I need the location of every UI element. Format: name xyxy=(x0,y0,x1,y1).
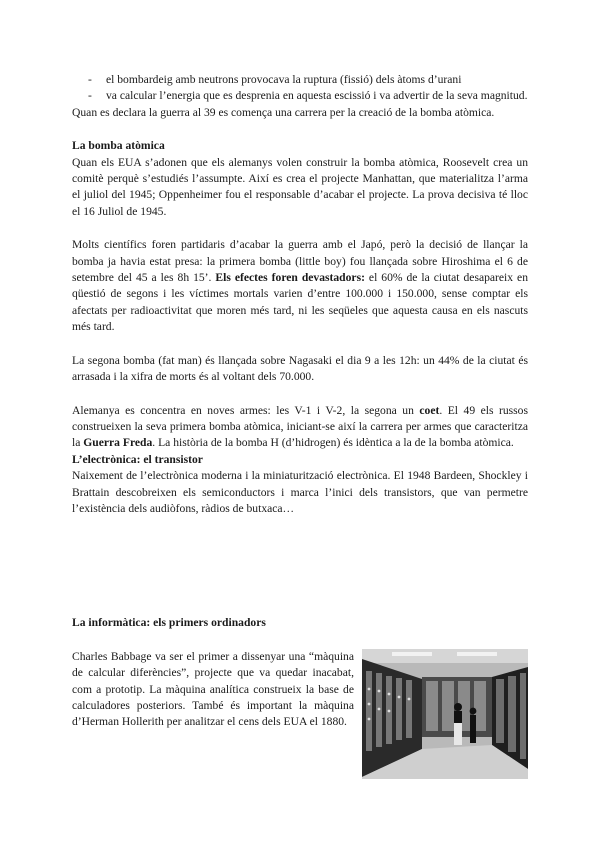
bullet-list xyxy=(72,72,528,105)
bold-guerra-freda: Guerra Freda xyxy=(83,436,153,450)
bullet-marker: - xyxy=(88,73,92,86)
heading-informatica: La informàtica: els primers ordinadors xyxy=(72,616,266,630)
heading-electronica: L’electrònica: el transistor xyxy=(72,452,203,466)
eniac-illustration xyxy=(362,649,528,779)
intro-paragraph: Quan es declara la guerra al 39 es comença una carrera per la creació de la bomba atòmica. xyxy=(72,105,495,119)
heading-bomba-atomica: La bomba atòmica xyxy=(72,139,165,153)
bullet-text: el bombardeig amb neutrons provocava la ruptura (fissió) dels àtoms d’urani xyxy=(106,73,462,86)
paragraph-babbage: Charles Babbage va ser el primer a dissenyar una “màquina de calcular diferències”, projecte que va quedar inacabat, com a prototip. La màquina analítica construeix la base de calculadores posteriors. També és important la màquina d’Herman Hollerith per analitzar el cens dels EUA el 1880. xyxy=(72,649,354,729)
paragraph-nagasaki: La segona bomba (fat man) és llançada sobre Nagasaki el dia 9 a les 12h: un 44% de la ciutat és arrasada i la xifra de morts és al voltant dels 70.000. xyxy=(72,353,528,384)
paragraph-transistor: Naixement de l’electrònica moderna i la miniaturització electrònica. El 1948 Bardeen, Shockley i Brattain descobreixen els semiconductors i marca l’inici dels transistors, que van permetre l’existència dels audiòfons, ràdios de butxaca… xyxy=(72,469,528,515)
document-page xyxy=(72,72,528,731)
eniac-photo xyxy=(362,649,528,779)
list-item xyxy=(72,88,528,104)
paragraph-hiroshima: Molts científics foren partidaris d’acabar la guerra amb el Japó, però la decisió de llançar la bomba ja havia estat presa: la primera bomba (little boy) fou llançada sobre Hiroshima el 6 de setembre del 45 a les 8h 15’. Els efectes foren devastadors: el 60% de la ciutat desapareix en qüestió de segons i les víctimes mortals varien d’entre 100.000 i 150.000, sense comptar els afectats per radioactivitat que moren més tard, ni les seqüeles que aquesta causa en els nascuts més tard. xyxy=(72,238,528,334)
bullet-marker: - xyxy=(88,89,92,103)
paragraph-manhattan: Quan els EUA s’adonen que els alemanys volen construir la bomba atòmica, Roosevelt crea un comitè perquè s’estudiés l’assumpte. Així es crea el projecte Manhattan, que materialitza l’arma el juliol del 1945; Oppenheimer fou el responsable d’acabar el projecte. La prova decisiva té lloc el 16 Juliol de 1945. xyxy=(72,155,528,218)
computer-section xyxy=(72,649,528,731)
list-item xyxy=(72,72,528,88)
bold-coet: coet xyxy=(419,403,440,417)
bullet-text: va calcular l’energia que es desprenia en aquesta escissió i va advertir de la seva magnitud. xyxy=(106,89,528,103)
paragraph-guerra-freda: Alemanya es concentra en noves armes: les V-1 i V-2, la segona un coet. El 49 els russos construeixen la seva primera bomba atòmica, iniciant-se així la carrera per armes que caracteritza la Guerra Freda. La història de la bomba H (d’hidrogen) és idèntica a la de la bomba atòmica. xyxy=(72,403,528,450)
bold-efectes: Els efectes foren devastadors: xyxy=(215,271,365,285)
